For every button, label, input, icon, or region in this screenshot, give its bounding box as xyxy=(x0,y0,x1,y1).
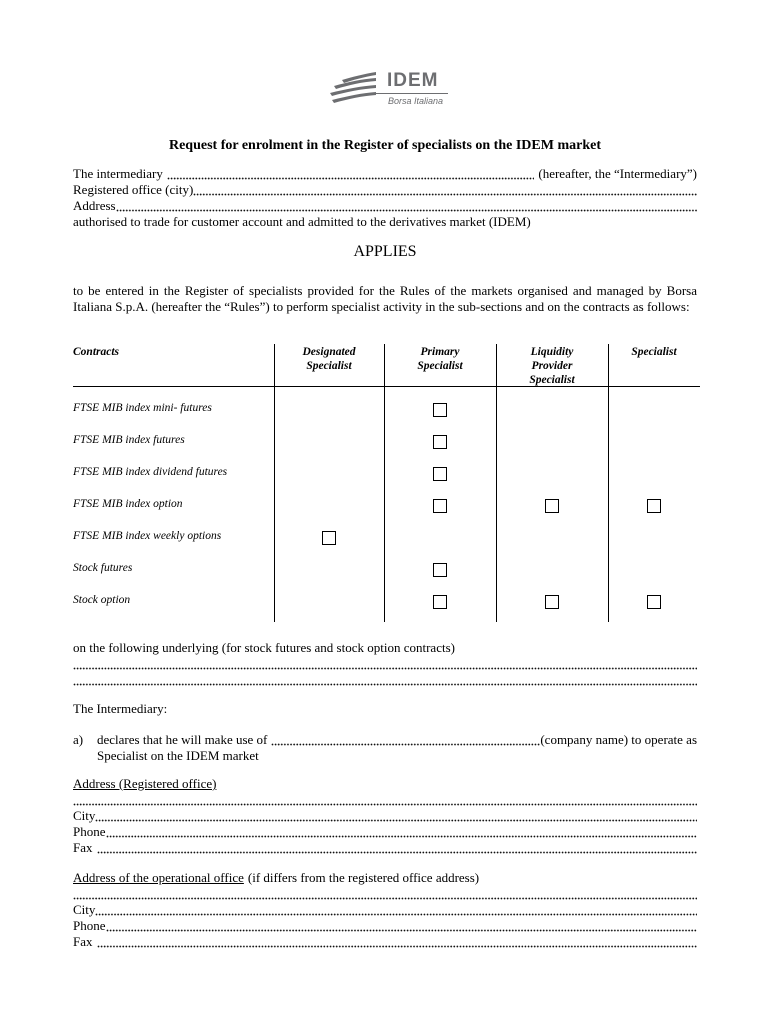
declaration-text-after: (company name) to operate as xyxy=(540,732,697,747)
authorisation-text: authorised to trade for customer account and admitted to the derivatives market (IDEM) xyxy=(73,214,531,229)
contract-name: FTSE MIB index option xyxy=(73,498,183,510)
operational-fax-label: Fax xyxy=(73,934,93,949)
registered-office-line xyxy=(73,182,697,198)
designated-cell xyxy=(274,584,384,616)
intermediary-name-field[interactable] xyxy=(167,166,534,182)
registered-fax-line xyxy=(73,840,697,856)
header-contracts: Contracts xyxy=(73,346,120,358)
contract-name: Stock option xyxy=(73,594,131,606)
address-field[interactable] xyxy=(116,198,697,214)
designated-cell xyxy=(274,488,384,520)
registered-fax-label: Fax xyxy=(73,840,93,855)
declaration-item xyxy=(73,732,697,764)
header-primary-specialist xyxy=(384,344,496,387)
operational-address-heading: Address of the operational office xyxy=(73,870,244,885)
liquidity-provider-cell xyxy=(496,584,608,616)
authorisation-line xyxy=(73,214,697,230)
contract-name: FTSE MIB index dividend futures xyxy=(73,466,228,478)
primary-cell xyxy=(384,584,496,616)
intermediary-label: The intermediary xyxy=(73,166,163,181)
declaration-text-before: declares that he will make use of xyxy=(97,732,268,747)
logo-tagline: Borsa Italiana xyxy=(388,96,444,106)
registered-phone-label: Phone xyxy=(73,824,106,839)
underlying-entry-line xyxy=(73,672,697,688)
liquidity-provider-cell xyxy=(496,552,608,584)
registered-city-field[interactable] xyxy=(95,808,697,824)
operational-address-heading-line xyxy=(73,870,697,886)
primary-cell xyxy=(384,552,496,584)
specialist-cell xyxy=(608,552,700,584)
table-row xyxy=(73,456,700,488)
table-row xyxy=(73,520,700,552)
designated-cell xyxy=(274,424,384,456)
specialist-cell xyxy=(608,392,700,424)
contract-name: FTSE MIB index futures xyxy=(73,434,185,446)
contracts-table xyxy=(73,344,700,622)
operational-phone-line xyxy=(73,918,697,934)
specialist-cell xyxy=(608,488,700,520)
specialist-cell xyxy=(608,456,700,488)
table-row xyxy=(73,552,700,584)
header-designated-specialist xyxy=(274,344,384,387)
operational-address-note: (if differs from the registered office address) xyxy=(247,870,480,885)
logo-wordmark: IDEM xyxy=(387,70,439,91)
table-body xyxy=(73,392,700,616)
specialist-cell xyxy=(608,520,700,552)
primary-cell xyxy=(384,488,496,520)
contract-name: FTSE MIB index mini- futures xyxy=(73,402,212,414)
registered-city-label: City xyxy=(73,808,96,823)
idem-borsa-italiana-logo xyxy=(328,70,452,110)
page-title: Request for enrolment in the Register of specialists on the IDEM market xyxy=(168,138,601,153)
operational-city-line xyxy=(73,902,697,918)
registered-address-field[interactable] xyxy=(73,792,697,808)
liquidity-provider-cell xyxy=(496,392,608,424)
liquidity-provider-cell xyxy=(496,520,608,552)
intermediary-line xyxy=(73,166,697,182)
registered-fax-field[interactable] xyxy=(97,840,698,856)
list-marker: a) xyxy=(73,732,84,747)
liquidity-provider-specialist-checkbox[interactable] xyxy=(545,499,559,513)
designated-cell xyxy=(274,552,384,584)
operational-phone-label: Phone xyxy=(73,918,106,933)
applies-heading: APPLIES xyxy=(353,243,417,260)
intermediary-section xyxy=(73,166,697,230)
underlying-line xyxy=(73,640,697,656)
registered-address-section xyxy=(73,776,697,856)
designated-specialist-checkbox[interactable] xyxy=(322,531,336,545)
operational-phone-field[interactable] xyxy=(106,918,698,934)
declaration-line xyxy=(97,748,697,764)
primary-specialist-checkbox[interactable] xyxy=(433,403,447,417)
underlying-field[interactable] xyxy=(73,656,697,672)
specialist-cell xyxy=(608,424,700,456)
registered-phone-line xyxy=(73,824,697,840)
primary-cell xyxy=(384,456,496,488)
primary-specialist-checkbox[interactable] xyxy=(433,595,447,609)
registered-address-entry-line xyxy=(73,792,697,808)
intermediary-hereafter-note: (hereafter, the “Intermediary”) xyxy=(538,166,697,181)
registered-office-city-field[interactable] xyxy=(193,182,697,198)
table-row xyxy=(73,584,700,616)
underlying-field[interactable] xyxy=(73,672,697,688)
primary-specialist-checkbox[interactable] xyxy=(433,499,447,513)
primary-cell xyxy=(384,424,496,456)
header-designated-specialist-label: Designated Specialist xyxy=(302,346,356,372)
table-row xyxy=(73,392,700,424)
designated-cell xyxy=(274,520,384,552)
idem-wing-icon xyxy=(328,71,378,107)
registered-city-line xyxy=(73,808,697,824)
address-label: Address xyxy=(73,198,116,213)
header-liquidity-provider-specialist-label: Liquidity Provider Specialist xyxy=(529,346,575,386)
liquidity-provider-cell xyxy=(496,488,608,520)
contract-name: Stock futures xyxy=(73,562,133,574)
table-row xyxy=(73,488,700,520)
primary-specialist-checkbox[interactable] xyxy=(433,435,447,449)
intro-paragraph: to be entered in the Register of specialists provided for the Rules of the markets organised and managed by Borsa Italiana S.p.A. (hereafter the “Rules”) to perform specialist activity in the sub-sections and on the contracts as follows: xyxy=(73,283,697,314)
operational-address-section xyxy=(73,870,697,950)
header-liquidity-provider-specialist xyxy=(496,344,608,387)
registered-address-heading-line xyxy=(73,776,697,792)
registered-office-label: Registered office (city) xyxy=(73,182,194,197)
header-primary-specialist-label: Primary Specialist xyxy=(417,346,463,372)
table-header xyxy=(73,344,700,386)
designated-cell xyxy=(274,456,384,488)
specialist-checkbox[interactable] xyxy=(647,595,661,609)
operational-address-field[interactable] xyxy=(73,886,697,902)
liquidity-provider-cell xyxy=(496,424,608,456)
operational-address-entry-line xyxy=(73,886,697,902)
underlying-label: on the following underlying (for stock futures and stock option contracts) xyxy=(73,640,455,655)
designated-cell xyxy=(274,392,384,424)
operational-city-label: City xyxy=(73,902,96,917)
header-specialist xyxy=(608,344,700,387)
company-name-field[interactable] xyxy=(271,732,540,748)
primary-specialist-checkbox[interactable] xyxy=(433,467,447,481)
underlying-entry-line xyxy=(73,656,697,672)
intermediary-heading: The Intermediary: xyxy=(73,701,168,716)
operational-fax-field[interactable] xyxy=(97,934,698,950)
logo-divider xyxy=(376,93,448,94)
operational-city-field[interactable] xyxy=(95,902,697,918)
address-line xyxy=(73,198,697,214)
header-specialist-label: Specialist xyxy=(631,346,677,358)
specialist-cell xyxy=(608,584,700,616)
primary-cell xyxy=(384,392,496,424)
specialist-checkbox[interactable] xyxy=(647,499,661,513)
contract-name: FTSE MIB index weekly options xyxy=(73,530,222,542)
primary-cell xyxy=(384,520,496,552)
primary-specialist-checkbox[interactable] xyxy=(433,563,447,577)
operational-fax-line xyxy=(73,934,697,950)
liquidity-provider-cell xyxy=(496,456,608,488)
declaration-line xyxy=(97,732,697,748)
registered-phone-field[interactable] xyxy=(106,824,698,840)
liquidity-provider-specialist-checkbox[interactable] xyxy=(545,595,559,609)
declaration-body xyxy=(97,732,697,764)
registered-address-heading: Address (Registered office) xyxy=(73,776,217,791)
underlying-section xyxy=(73,640,697,688)
declaration-continuation: Specialist on the IDEM market xyxy=(97,748,259,763)
table-row xyxy=(73,424,700,456)
